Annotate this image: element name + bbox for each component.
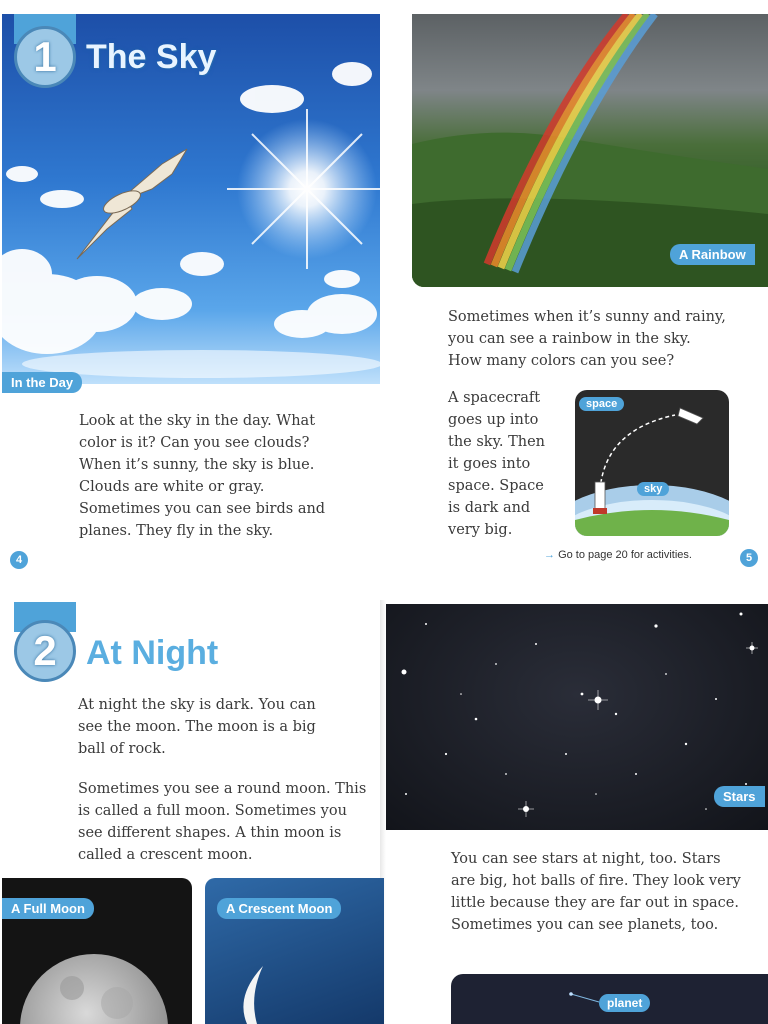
page-6 — [0, 600, 384, 1024]
full-moon-photo — [2, 878, 192, 1024]
chapter-title: At Night — [86, 634, 219, 672]
body-paragraph: Look at the sky in the day. What color is it? Can you see clouds? When it’s sunny, the sky is blue. Clouds are white or gray. Sometimes you can see birds and planes. They fly in the sky. — [79, 413, 326, 539]
photo-caption: Stars — [714, 786, 765, 807]
diagram-label-sky: sky — [637, 482, 669, 496]
crescent-moon-photo — [205, 878, 384, 1024]
page-5 — [384, 0, 768, 575]
spacecraft-paragraph: A spacecraft goes up into the sky. Then it goes into space. Space is dark and very big. — [448, 390, 545, 538]
stars-photo — [386, 604, 768, 830]
photo-caption: In the Day — [2, 372, 82, 393]
chapter-number-badge: 2 — [14, 620, 76, 682]
rocket-icon — [593, 482, 607, 514]
photo-caption: A Rainbow — [670, 244, 755, 265]
page-number: 5 — [740, 549, 758, 567]
chapter-number-badge: 1 — [14, 26, 76, 88]
activities-link[interactable] — [544, 549, 692, 561]
stars-illustration — [386, 604, 768, 830]
sun-icon — [227, 109, 380, 269]
shuttle-icon — [678, 408, 703, 424]
body-paragraph-2: Sometimes you see a round moon. This is called a full moon. Sometimes you see different shapes. A thin moon is called a crescent moon. — [78, 781, 367, 863]
page-4 — [0, 0, 384, 575]
crescent-moon-icon — [243, 966, 263, 1024]
full-moon-icon — [20, 954, 168, 1024]
planet-icon — [569, 992, 573, 996]
arrow-right-icon: → — [544, 549, 555, 561]
chapter-title: The Sky — [86, 38, 217, 76]
diagram-label-space: space — [579, 397, 624, 411]
body-paragraph-1: At night the sky is dark. You can see the moon. The moon is a big ball of rock. — [78, 697, 316, 757]
photo-caption: A Crescent Moon — [217, 898, 341, 919]
activities-link-text: Go to page 20 for activities. — [558, 549, 692, 561]
page-7 — [384, 600, 768, 1024]
planet-diagram — [451, 974, 768, 1024]
photo-caption: A Full Moon — [2, 898, 94, 919]
spacecraft-diagram — [575, 390, 729, 536]
body-paragraph: Sometimes when it’s sunny and rainy, you can see a rainbow in the sky. How many colors can you see? — [448, 309, 726, 369]
diagram-label-planet: planet — [599, 994, 650, 1012]
bird-icon — [77, 149, 187, 259]
body-paragraph: You can see stars at night, too. Stars are big, hot balls of fire. They look very little because they are far out in space. Sometimes you can see planets, too. — [451, 851, 741, 933]
page-number: 4 — [10, 551, 28, 569]
